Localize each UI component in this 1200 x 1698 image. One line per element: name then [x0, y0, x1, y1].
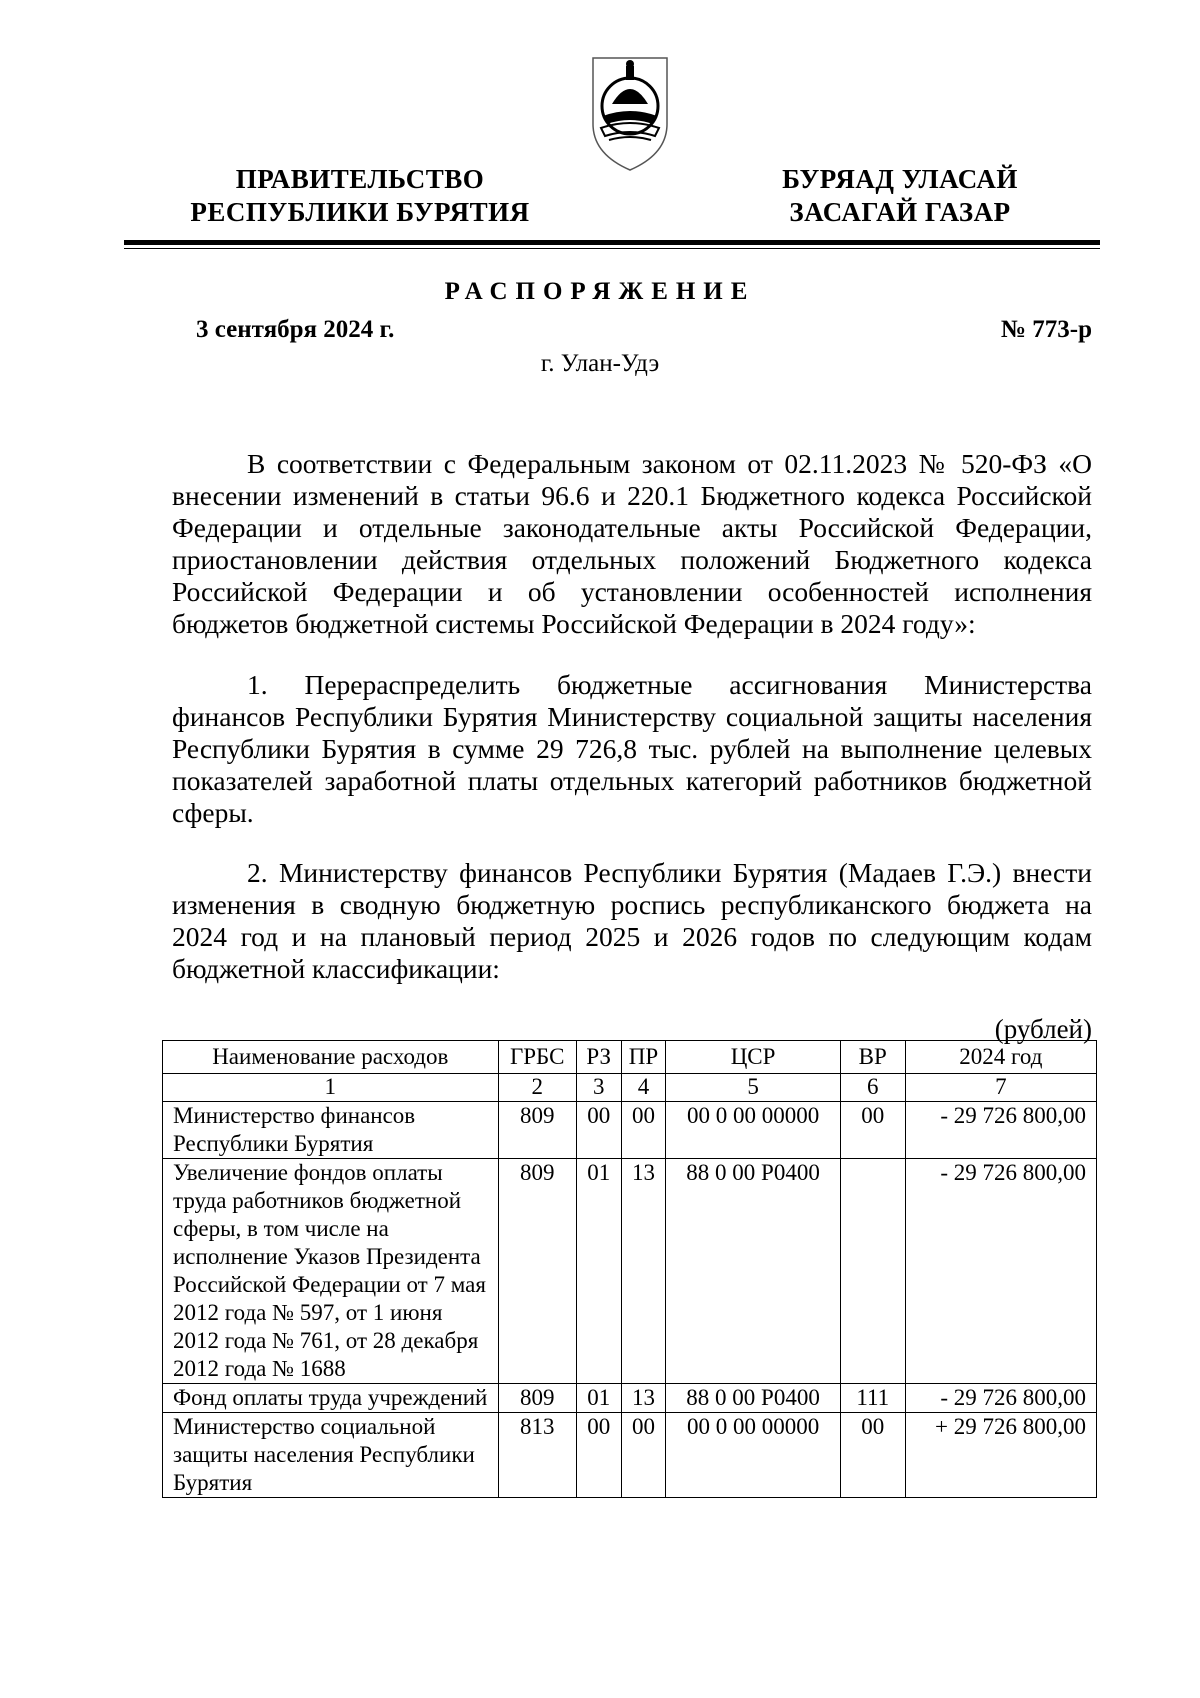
cell-csr: 00 0 00 00000: [666, 1102, 840, 1159]
cell-pr: 00: [621, 1413, 666, 1498]
col-number: 3: [576, 1074, 621, 1102]
paragraph-item-1: 1. Перераспределить бюджетные ассигнования Министерства финансов Республики Бурятия Министерству социальной защиты населения Республики Бурятия в сумме 29 726,8 тыс. рублей на выполнение целевых показателей заработной платы отдельных категорий работников бюджетной сферы.: [172, 669, 1092, 828]
coat-of-arms-icon: [587, 54, 673, 172]
header-left-line2: РЕСПУБЛИКИ БУРЯТИЯ: [190, 197, 530, 227]
cell-pr: 13: [621, 1384, 666, 1413]
col-number: 5: [666, 1074, 840, 1102]
cell-amount: + 29 726 800,00: [905, 1413, 1096, 1498]
header-right-line1: БУРЯАД УЛАСАЙ: [782, 164, 1018, 194]
cell-csr: 88 0 00 Р0400: [666, 1159, 840, 1384]
document-number: № 773-р: [1000, 316, 1092, 343]
col-number: 6: [840, 1074, 905, 1102]
cell-amount: - 29 726 800,00: [905, 1384, 1096, 1413]
table-row: [163, 1102, 1097, 1159]
document-title: РАСПОРЯЖЕНИЕ: [444, 278, 756, 305]
cell-csr: 00 0 00 00000: [666, 1413, 840, 1498]
header-government-ru: [160, 163, 560, 229]
header-right-line2: ЗАСАГАЙ ГАЗАР: [789, 197, 1011, 227]
cell-grbs: 809: [498, 1102, 576, 1159]
cell-pr: 00: [621, 1102, 666, 1159]
col-header-grbs: ГРБС: [498, 1041, 576, 1074]
cell-name: Министерство социальной защиты населения Республики Бурятия: [163, 1413, 499, 1498]
cell-vr: 00: [840, 1102, 905, 1159]
cell-amount: - 29 726 800,00: [905, 1102, 1096, 1159]
col-number: 1: [163, 1074, 499, 1102]
cell-vr: [840, 1159, 905, 1384]
col-number: 7: [905, 1074, 1096, 1102]
paragraph-item-2: 2. Министерству финансов Республики Бурятия (Мадаев Г.Э.) внести изменения в сводную бюджетную роспись республиканского бюджета на 2024 год и на плановый период 2025 и 2026 годов по следующим кодам бюджетной классификации:: [172, 857, 1092, 984]
cell-name: Увеличение фондов оплаты труда работников бюджетной сферы, в том числе на исполнение Указов Президента Российской Федерации от 7 мая 2012 года № 597, от 1 июня 2012 года № 761, от 28 декабря 2012 года № 1688: [163, 1159, 499, 1384]
col-header-csr: ЦСР: [666, 1041, 840, 1074]
col-header-amount: 2024 год: [905, 1041, 1096, 1074]
cell-rz: 00: [576, 1102, 621, 1159]
budget-table: [162, 1040, 1097, 1498]
col-number: 4: [621, 1074, 666, 1102]
cell-grbs: 809: [498, 1159, 576, 1384]
header-divider-thin: [124, 248, 1100, 249]
col-header-rz: РЗ: [576, 1041, 621, 1074]
col-header-pr: ПР: [621, 1041, 666, 1074]
cell-rz: 01: [576, 1384, 621, 1413]
cell-rz: 01: [576, 1159, 621, 1384]
cell-name: Фонд оплаты труда учреждений: [163, 1384, 499, 1413]
header-government-bua: [740, 163, 1060, 229]
header-divider-thick: [124, 240, 1100, 245]
cell-csr: 88 0 00 Р0400: [666, 1384, 840, 1413]
cell-grbs: 813: [498, 1413, 576, 1498]
cell-name: Министерство финансов Республики Бурятия: [163, 1102, 499, 1159]
column-number-row: [163, 1074, 1097, 1102]
document-city: г. Улан-Удэ: [540, 350, 660, 377]
cell-rz: 00: [576, 1413, 621, 1498]
cell-amount: - 29 726 800,00: [905, 1159, 1096, 1384]
paragraph-intro: В соответствии с Федеральным законом от 02.11.2023 № 520-ФЗ «О внесении изменений в статьи 96.6 и 220.1 Бюджетного кодекса Российской Федерации и отдельные законодательные акты Российской Федерации, приостановлении действия отдельных положений Бюджетного кодекса Российской Федерации и об установлении особенностей исполнения бюджетов бюджетной системы Российской Федерации в 2024 году»:: [172, 448, 1092, 639]
cell-vr: 00: [840, 1413, 905, 1498]
cell-vr: 111: [840, 1384, 905, 1413]
cell-pr: 13: [621, 1159, 666, 1384]
col-header-vr: ВР: [840, 1041, 905, 1074]
header-left-line1: ПРАВИТЕЛЬСТВО: [235, 164, 485, 194]
table-row: [163, 1159, 1097, 1384]
table-row: [163, 1413, 1097, 1498]
col-header-name: Наименование расходов: [163, 1041, 499, 1074]
col-number: 2: [498, 1074, 576, 1102]
cell-grbs: 809: [498, 1384, 576, 1413]
table-units: (рублей): [994, 1014, 1092, 1044]
table-header-row: [163, 1041, 1097, 1074]
document-date: 3 сентября 2024 г.: [196, 316, 395, 343]
table-row: [163, 1384, 1097, 1413]
